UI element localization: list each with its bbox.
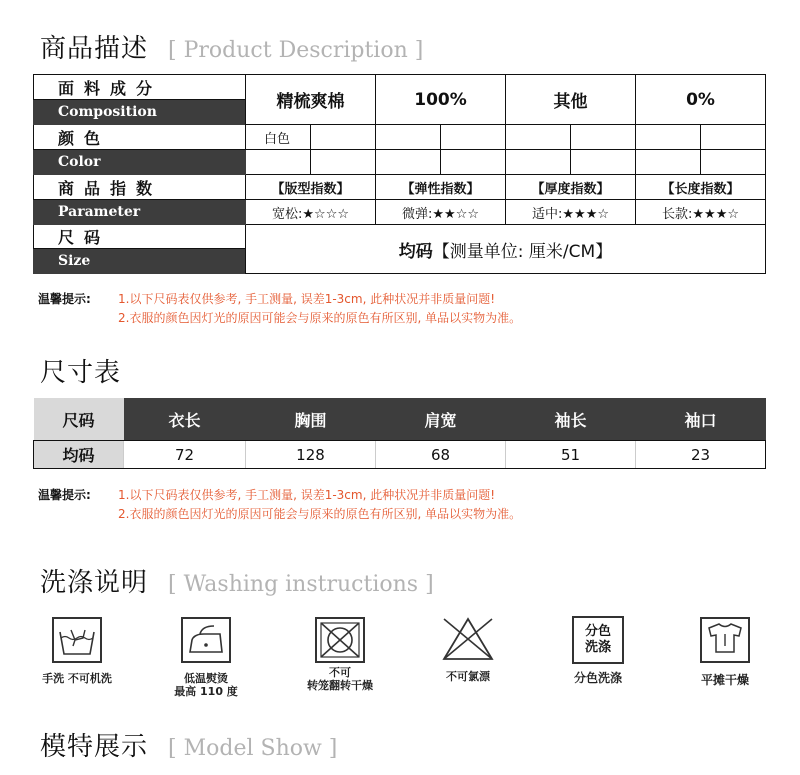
wash-item [665,616,785,687]
section-title-zh: 尺寸表 [40,358,122,388]
section-title-washing [40,562,434,599]
size-label-en: Size [34,249,246,274]
size-chart-cell: 均码 [34,441,124,469]
parameter-label: 商品指数 [34,175,246,200]
size-chart-cell: 23 [636,441,766,469]
color-cell [571,150,636,175]
composition-material: 其他 [506,75,636,125]
size-chart-cell: 51 [506,441,636,469]
size-chart-header: 胸围 [246,398,376,441]
color-cell [636,150,701,175]
color-cell [506,125,571,150]
parameter-header: 【弹性指数】 [376,175,506,200]
size-chart-header: 尺码 [34,398,124,441]
tips-line: 1.以下尺码表仅供参考, 手工测量, 误差1-3cm, 此种状况并非质量问题! [118,292,496,306]
tips-label: 温馨提示: [38,292,91,306]
dry-flat-icon [699,616,751,664]
wash-caption: 分色洗涤 [573,671,622,685]
no-bleach-icon [441,616,495,662]
section-title-model [40,726,337,763]
tips-line: 2.衣服的颜色因灯光的原因可能会与原来的原色有所区别, 单品以实物为准。 [118,507,522,521]
color-label: 颜色 [34,125,246,150]
size-chart-header: 袖口 [636,398,766,441]
size-chart-header: 袖长 [506,398,636,441]
parameter-label-en: Parameter [34,200,246,225]
color-cell [376,125,441,150]
parameter-value: 微弹:★★☆☆ [376,200,506,225]
tips-label: 温馨提示: [38,488,91,502]
wash-icon-text: 不可 [329,666,351,679]
composition-percent: 0% [636,75,766,125]
product-description-table [33,74,766,274]
wash-caption: 转笼翻转干燥 [307,679,373,692]
wash-item [17,616,137,685]
size-chart-table [33,398,766,469]
section-title-size-chart [40,352,121,389]
section-title-description [40,28,423,65]
color-cell [571,125,636,150]
wash-icon-text: 分色 [584,624,611,639]
size-value-unit: 【测量单位: 厘米/CM】 [432,241,613,262]
section-title-en: [ Model Show ] [168,736,338,761]
composition-percent: 100% [376,75,506,125]
size-label: 尺码 [34,225,246,249]
color-cell [246,150,311,175]
table-row [34,441,766,469]
wash-caption: 手洗 不可机洗 [42,672,112,685]
color-cell [636,125,701,150]
color-cell [701,150,766,175]
parameter-value: 长款:★★★☆ [636,200,766,225]
size-chart-header: 肩宽 [376,398,506,441]
section-title-zh: 模特展示 [40,732,149,762]
color-cell [701,125,766,150]
size-chart-cell: 128 [246,441,376,469]
wash-caption: 最高 110 度 [174,685,238,698]
color-cell [441,125,506,150]
wash-caption: 不可氯漂 [446,670,490,683]
color-cell [441,150,506,175]
wash-item [538,616,658,685]
parameter-header: 【长度指数】 [636,175,766,200]
size-chart-cell: 68 [376,441,506,469]
parameter-value: 宽松:★☆☆☆ [246,200,376,225]
color-value: 白色 [246,125,311,150]
color-cell [506,150,571,175]
size-value [246,225,766,274]
no-tumble-dry-icon [314,616,366,664]
section-title-en: [ Product Description ] [168,38,424,63]
wash-icon-text: 洗涤 [584,640,611,655]
section-title-zh: 商品描述 [40,34,149,64]
section-title-en: [ Washing instructions ] [168,572,434,597]
color-cell [311,125,376,150]
parameter-header: 【版型指数】 [246,175,376,200]
wash-caption: 低温熨烫 [184,672,228,685]
parameter-value: 适中:★★★☆ [506,200,636,225]
parameter-header: 【厚度指数】 [506,175,636,200]
tips-line: 2.衣服的颜色因灯光的原因可能会与原来的原色有所区别, 单品以实物为准。 [118,311,522,325]
wash-separately-icon [572,616,624,664]
size-chart-header: 衣长 [124,398,246,441]
color-cell [376,150,441,175]
low-iron-icon [180,616,232,664]
color-label-en: Color [34,150,246,175]
wash-item [146,616,266,698]
composition-label: 面料成分 [34,75,246,100]
tips-line: 1.以下尺码表仅供参考, 手工测量, 误差1-3cm, 此种状况并非质量问题! [118,488,496,502]
section-title-zh: 洗涤说明 [40,568,149,598]
composition-label-en: Composition [34,100,246,125]
composition-material: 精梳爽棉 [246,75,376,125]
wash-item [280,616,400,692]
size-value-bold: 均码 [398,241,433,262]
color-cell [311,150,376,175]
hand-wash-icon [51,616,103,664]
size-chart-cell: 72 [124,441,246,469]
wash-caption: 平摊干燥 [700,673,749,687]
wash-item [408,616,528,683]
